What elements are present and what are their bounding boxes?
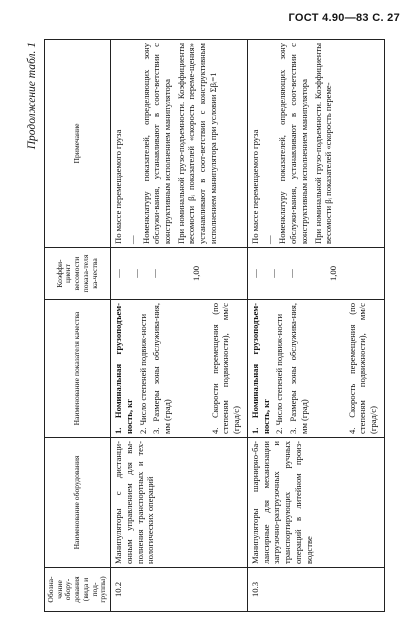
note-item: Номенклатуру показателей, определяющих зону обслужи-вания, устанавливают в соот-ветствии с конструктивным исполнением манипулятора <box>277 43 309 244</box>
header-indicator: Наименование показателя качества <box>45 300 111 438</box>
row-code: 10.2 <box>111 568 248 612</box>
row-equipment: Манипуляторы шарнирно-ба-лансирные для механизации загрузочно-разгрузочных и транспортирующих ручных операций в литейном произ-водстве <box>247 438 384 568</box>
header-note: Примечание <box>45 40 111 248</box>
coefficient-value: — <box>285 269 296 278</box>
row-coefficients <box>247 248 384 300</box>
table-row <box>111 40 248 612</box>
header-equipment: Наименование оборудования <box>45 438 111 568</box>
continuation-label: Продолжение табл. 1 <box>26 42 38 150</box>
row-equipment: Манипуляторы с дистанци-онным управлением для вы-полнения транспортных и тех-нологических операций <box>111 438 248 568</box>
indicator-item: 4. Скорости перемещения (по степеням подвижности), мм/с (град/с) <box>209 303 242 434</box>
note-item: — <box>126 235 137 244</box>
row-notes <box>111 40 248 248</box>
note-item: При номинальной грузо-подъемности. Коэффициенты весомости βᵢ показателей «скорость переме-щения» устанавливают в соот-ветствии с конструктивным исполнением манипулятора при условии Σβᵢ=1 <box>175 43 218 244</box>
note-item: По массе перемещаемого груза <box>113 129 124 244</box>
coefficient-value: 1,00 <box>327 265 338 282</box>
note-item: При номинальной грузо-подъемности. Коэффициенты весомости βᵢ показателей «скорость переме- <box>312 43 334 244</box>
row-indicators <box>247 300 384 438</box>
row-code: 10.3 <box>247 568 384 612</box>
indicator-item: 2. Число степеней подвиж-ности <box>274 313 285 434</box>
indicator-item: 2. Число степеней подвиж-ности <box>137 313 148 434</box>
header-code: Обозна-чение обору-дования (вида и под-группы) <box>45 568 111 612</box>
coefficient-value: — <box>267 269 278 278</box>
page-header: ГОСТ 4.90—83 С. 27 <box>288 12 400 24</box>
row-indicators <box>111 300 248 438</box>
indicator-item: 3. Размеры зоны обслужива-ния, мм (град) <box>288 303 309 434</box>
row-notes <box>247 40 384 248</box>
note-item: — <box>263 235 274 244</box>
indicator-item: 1. Номинальная грузоподъем-ность, кг <box>249 303 271 434</box>
coefficient-value: — <box>113 269 124 278</box>
note-item: По массе перемещаемого груза <box>249 129 260 244</box>
coefficient-value: — <box>131 269 142 278</box>
indicator-item: 1. Номинальная грузоподъем-ность, кг <box>113 303 134 434</box>
table-header-row <box>45 40 111 612</box>
note-item: Номенклатуру показателей, определяющих зону обслужи-вания, устанавливают в соот-ветствии с конструктивным исполнением манипулятора <box>140 43 172 244</box>
equipment-table <box>44 39 385 612</box>
header-coefficient: Коэффи-циент весомости показа-теля ка-чества <box>45 248 111 300</box>
indicator-item: 4. Скорость перемещения (по степеням подвижности), мм/с (град/с) <box>346 303 379 434</box>
coefficient-value: — <box>249 269 260 278</box>
row-coefficients <box>111 248 248 300</box>
indicator-item: 3. Размеры зоны обслужива-ния, мм (град) <box>151 303 172 434</box>
coefficient-value: 1,00 <box>191 265 202 282</box>
rotated-table-page <box>26 40 398 612</box>
table-row <box>247 40 384 612</box>
coefficient-value: — <box>149 269 160 278</box>
